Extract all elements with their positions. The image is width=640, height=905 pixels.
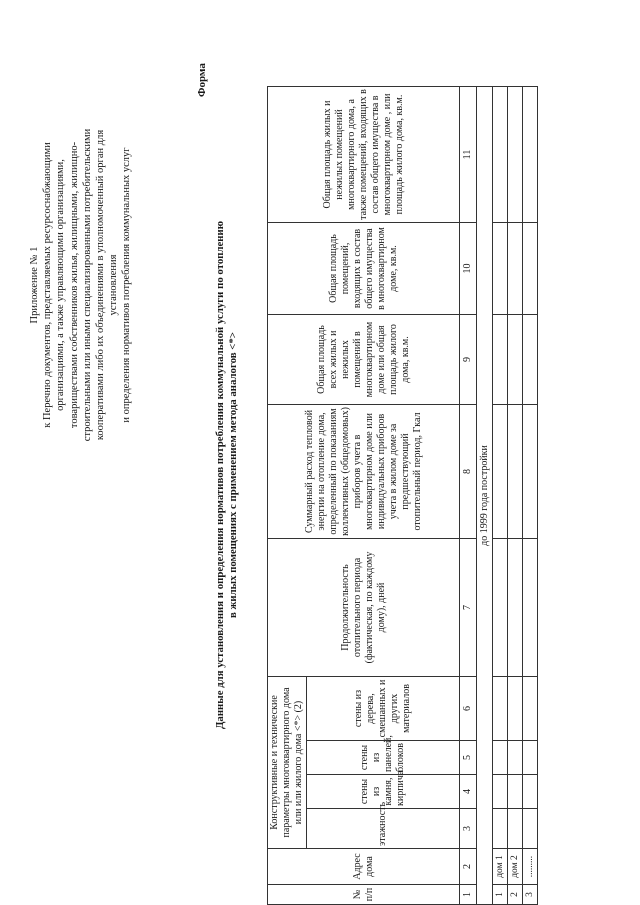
table-cell [508, 775, 523, 809]
period-row: до 1999 года постройки [477, 86, 493, 904]
header-brick-walls: стены из камня, кирпича [307, 775, 460, 809]
table-cell [508, 86, 523, 222]
column-number: 4 [460, 775, 477, 809]
table-cell [508, 538, 523, 676]
column-number: 2 [460, 849, 477, 885]
title-line: Данные для установления и определения нормативов потребления коммунальной услуги по отоплению [214, 221, 226, 729]
header-line: кооперативами либо их объединениями в уполномоченный орган для [95, 129, 107, 441]
row-number: 2 [508, 885, 523, 905]
column-number: 5 [460, 741, 477, 775]
table-cell [508, 314, 523, 404]
header-living-area: Общая площадь жилых и нежилых помещений многоквартирного дома, а также помещений, входящих в состав общего имущества в многоквартирном доме , или площадь жилого дома, кв.м. [268, 86, 460, 222]
table-cell [493, 538, 508, 676]
column-number: 8 [460, 404, 477, 538]
table-cell [493, 314, 508, 404]
row-address: дом 2 [508, 849, 523, 885]
column-number: 7 [460, 538, 477, 676]
table-cell [493, 404, 508, 538]
row-number: 3 [523, 885, 538, 905]
column-number: 1 [460, 885, 477, 905]
table-cell [523, 538, 538, 676]
document-title [214, 165, 240, 785]
table-cell [493, 741, 508, 775]
header-line: товариществами собственников жилья, жилищными, жилищно- [68, 141, 80, 429]
header-address: Адрес дома [268, 849, 460, 885]
table-cell [523, 809, 538, 849]
appendix-header [28, 25, 134, 545]
column-number: 6 [460, 676, 477, 740]
data-table [267, 86, 538, 905]
header-line: строительными или иными специализированными потребительскими [81, 128, 93, 442]
table-row [493, 86, 508, 904]
table-cell [508, 676, 523, 740]
table-row [523, 86, 538, 904]
header-heating-duration: Продолжительность отопительного периода (фактическая, по каждому дому), дней [268, 538, 460, 676]
table-cell [508, 741, 523, 775]
table-cell [508, 222, 523, 314]
title-line: в жилых помещениях с применением метода аналогов <*> [227, 332, 239, 618]
table-cell [523, 775, 538, 809]
header-no: № п/п [268, 885, 460, 905]
table-cell [523, 676, 538, 740]
table-cell [508, 809, 523, 849]
table-cell [493, 775, 508, 809]
column-number: 3 [460, 809, 477, 849]
table-cell [523, 314, 538, 404]
header-line: и определения нормативов потребления коммунальных услуг [121, 147, 133, 423]
row-address: ......... [523, 849, 538, 885]
table-cell [508, 404, 523, 538]
header-line: к Перечню документов, представляемых ресурсоснабжающими [42, 142, 54, 428]
table-cell [523, 86, 538, 222]
header-total-area: Общая площадь всех жилых и нежилых помещений в многоквартирном доме или общая площадь жилого дома, кв.м. [268, 314, 460, 404]
header-common-area: Общая площадь помещений, входящих в состав общего имущества в многоквартирном доме, кв.м. [268, 222, 460, 314]
table-cell [493, 809, 508, 849]
table-cell [523, 222, 538, 314]
table-cell [493, 86, 508, 222]
row-address: дом 1 [493, 849, 508, 885]
table-cell [493, 222, 508, 314]
row-number: 1 [493, 885, 508, 905]
form-label: Форма [196, 63, 208, 97]
header-line: Приложение № 1 [29, 246, 40, 324]
table-row [508, 86, 523, 904]
header-floors: этажность [307, 809, 460, 849]
header-wood-walls: стены из дерева, смешанных и других материалов [307, 676, 460, 740]
table-cell [523, 741, 538, 775]
header-construction-params: Конструктивные и технические параметры многоквартирного дома или или жилого дома <*> (2) [268, 676, 307, 848]
header-line: организациями, а также управляющими организациями, [55, 159, 67, 411]
column-number: 11 [460, 86, 477, 222]
header-heat-consumption: Суммарный расход тепловой энергии на отопление дома, определенный по показаниям коллективных (общедомовых) приборов учета в многоквартирном доме или индивидуальных приборов учета в жилом доме за предшествующий отопительный период, Гкал [268, 404, 460, 538]
header-panel-walls: стены из панелей, блоков [307, 741, 460, 775]
header-line: установления [108, 254, 120, 316]
column-number: 10 [460, 222, 477, 314]
table-cell [493, 676, 508, 740]
table-cell [523, 404, 538, 538]
column-number: 9 [460, 314, 477, 404]
